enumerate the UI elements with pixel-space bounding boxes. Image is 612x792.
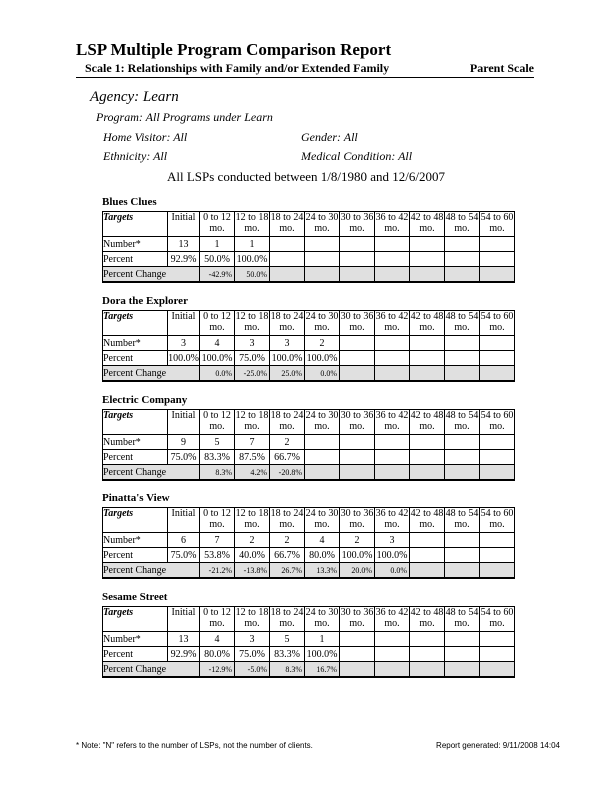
percent-cell: 100.0% (375, 548, 410, 563)
number-cell: 13 (168, 237, 200, 252)
percent-cell: 40.0% (235, 548, 270, 563)
column-header: 54 to 60 mo. (480, 508, 515, 533)
number-cell (340, 435, 375, 450)
percent-change-cell (375, 465, 410, 481)
program-table (102, 211, 515, 283)
column-header: 54 to 60 mo. (480, 607, 515, 632)
program-section (102, 591, 515, 678)
percent-cell (410, 548, 445, 563)
percent-cell: 75.0% (168, 450, 200, 465)
program-name: Blues Clues (102, 196, 157, 208)
percent-change-label: Percent Change (103, 465, 200, 481)
percent-change-cell (480, 267, 515, 283)
column-header: 24 to 30 mo. (305, 212, 340, 237)
percent-cell: 66.7% (270, 450, 305, 465)
targets-label: Targets (103, 311, 168, 336)
number-cell: 2 (305, 336, 340, 351)
number-cell (340, 632, 375, 647)
number-cell (340, 336, 375, 351)
column-header: 0 to 12 mo. (200, 410, 235, 435)
percent-cell: 53.8% (200, 548, 235, 563)
number-cell: 2 (340, 533, 375, 548)
percent-cell (445, 351, 480, 366)
number-cell: 1 (200, 237, 235, 252)
column-header: 24 to 30 mo. (305, 607, 340, 632)
percent-change-cell (480, 563, 515, 579)
percent-change-cell (340, 662, 375, 678)
number-cell (480, 533, 515, 548)
percent-cell (410, 647, 445, 662)
percent-change-cell (340, 465, 375, 481)
column-header: 42 to 48 mo. (410, 508, 445, 533)
number-label: Number* (103, 237, 168, 252)
program-table (102, 507, 515, 579)
agency-label: Agency: Learn (90, 89, 179, 105)
program-table (102, 606, 515, 678)
column-header: 0 to 12 mo. (200, 508, 235, 533)
report-generated: Report generated: 9/11/2008 14:04 (436, 741, 560, 750)
percent-change-cell: -25.0% (235, 366, 270, 382)
percent-cell: 100.0% (200, 351, 235, 366)
percent-change-cell (445, 267, 480, 283)
number-cell: 1 (235, 237, 270, 252)
column-header: 48 to 54 mo. (445, 311, 480, 336)
column-header: 24 to 30 mo. (305, 410, 340, 435)
percent-cell (480, 252, 515, 267)
percent-label: Percent (103, 647, 168, 662)
number-cell: 3 (270, 336, 305, 351)
column-header: 36 to 42 mo. (375, 410, 410, 435)
column-header: 12 to 18 mo. (235, 311, 270, 336)
percent-label: Percent (103, 548, 168, 563)
filter-gender: Gender: All (301, 130, 358, 144)
percent-change-cell: 4.2% (235, 465, 270, 481)
number-cell: 5 (270, 632, 305, 647)
percent-cell: 75.0% (235, 351, 270, 366)
number-cell: 1 (305, 632, 340, 647)
percent-cell: 66.7% (270, 548, 305, 563)
column-header: 18 to 24 mo. (270, 212, 305, 237)
percent-change-cell (445, 366, 480, 382)
column-header: 36 to 42 mo. (375, 607, 410, 632)
targets-label: Targets (103, 410, 168, 435)
percent-cell: 100.0% (168, 352, 199, 364)
program-label: Program: All Programs under Learn (96, 110, 273, 124)
percent-cell: 92.9% (168, 252, 200, 267)
percent-cell: 100.0% (235, 252, 270, 267)
percent-cell: 100.0% (305, 647, 340, 662)
column-header: 48 to 54 mo. (445, 508, 480, 533)
number-cell: 13 (168, 632, 200, 647)
number-cell (410, 435, 445, 450)
number-cell (410, 237, 445, 252)
percent-change-cell: -5.0% (235, 662, 270, 678)
number-cell (445, 533, 480, 548)
percent-cell: 83.3% (270, 647, 305, 662)
number-cell (480, 435, 515, 450)
percent-change-cell: 0.0% (375, 563, 410, 579)
column-header: 12 to 18 mo. (235, 607, 270, 632)
percent-change-cell (305, 267, 340, 283)
number-cell: 3 (235, 632, 270, 647)
percent-change-cell (375, 267, 410, 283)
column-header: 12 to 18 mo. (235, 212, 270, 237)
percent-change-cell: 20.0% (340, 563, 375, 579)
targets-label: Targets (103, 607, 168, 632)
number-label: Number* (103, 533, 168, 548)
percent-cell: 50.0% (200, 252, 235, 267)
percent-change-cell (480, 662, 515, 678)
percent-cell: 87.5% (235, 450, 270, 465)
number-cell (410, 533, 445, 548)
percent-cell: 80.0% (200, 647, 235, 662)
report-title: LSP Multiple Program Comparison Report (76, 40, 392, 59)
scale-type: Parent Scale (469, 61, 534, 75)
percent-change-cell (445, 465, 480, 481)
filter-home-visitor: Home Visitor: All (103, 130, 188, 144)
percent-change-cell (410, 465, 445, 481)
filter-medical-condition: Medical Condition: All (301, 149, 413, 163)
program-name: Sesame Street (102, 591, 168, 603)
number-cell: 2 (270, 435, 305, 450)
percent-change-cell (410, 662, 445, 678)
column-header: 18 to 24 mo. (270, 508, 305, 533)
number-cell: 3 (235, 336, 270, 351)
number-cell (375, 632, 410, 647)
column-header: 30 to 36 mo. (340, 212, 375, 237)
column-header: 18 to 24 mo. (270, 607, 305, 632)
percent-cell (340, 351, 375, 366)
percent-cell: 83.3% (200, 450, 235, 465)
footnote: * Note: "N" refers to the number of LSPs, not the number of clients. (76, 741, 313, 750)
percent-change-cell: 50.0% (235, 267, 270, 283)
program-table (102, 409, 515, 481)
column-header: 48 to 54 mo. (445, 410, 480, 435)
targets-label: Targets (103, 212, 168, 237)
column-header: 42 to 48 mo. (410, 607, 445, 632)
percent-cell: 92.9% (168, 647, 200, 662)
number-cell (375, 336, 410, 351)
column-header: 18 to 24 mo. (270, 311, 305, 336)
percent-label: Percent (103, 450, 168, 465)
number-cell: 3 (168, 336, 200, 351)
percent-cell (375, 351, 410, 366)
percent-cell (480, 450, 515, 465)
percent-change-cell: 26.7% (270, 563, 305, 579)
number-label: Number* (103, 435, 168, 450)
column-header: 24 to 30 mo. (305, 508, 340, 533)
column-header: Initial (168, 311, 200, 336)
column-header: Initial (168, 607, 200, 632)
number-cell (480, 336, 515, 351)
percent-change-cell (375, 662, 410, 678)
percent-cell (480, 548, 515, 563)
filter-ethnicity: Ethnicity: All (103, 149, 168, 163)
percent-change-cell (445, 563, 480, 579)
number-cell: 3 (375, 533, 410, 548)
percent-change-cell: 25.0% (270, 366, 305, 382)
percent-cell (445, 450, 480, 465)
percent-change-cell: 16.7% (305, 662, 340, 678)
column-header: Initial (168, 212, 200, 237)
percent-change-label: Percent Change (103, 366, 200, 382)
program-section (102, 492, 515, 579)
number-cell: 6 (168, 533, 200, 548)
percent-cell (305, 252, 340, 267)
percent-change-cell (410, 563, 445, 579)
column-header: 36 to 42 mo. (375, 311, 410, 336)
percent-change-label: Percent Change (103, 267, 200, 283)
percent-change-cell: -13.8% (235, 563, 270, 579)
percent-cell (375, 450, 410, 465)
number-cell (410, 336, 445, 351)
scale-header (76, 61, 534, 78)
number-label: Number* (103, 336, 168, 351)
column-header: 36 to 42 mo. (375, 508, 410, 533)
column-header: 0 to 12 mo. (200, 607, 235, 632)
percent-change-cell: -20.8% (270, 465, 305, 481)
program-table (102, 310, 515, 382)
percent-cell (340, 252, 375, 267)
percent-change-cell: -21.2% (200, 563, 235, 579)
percent-label: Percent (103, 351, 168, 366)
percent-change-label: Percent Change (103, 563, 200, 579)
number-cell (445, 237, 480, 252)
percent-cell: 100.0% (340, 548, 375, 563)
percent-cell (375, 252, 410, 267)
number-cell (375, 237, 410, 252)
percent-change-cell (375, 366, 410, 382)
number-cell: 2 (270, 533, 305, 548)
column-header: 0 to 12 mo. (200, 212, 235, 237)
scale-label: Scale 1: Relationships with Family and/or Extended Family (85, 61, 390, 75)
percent-cell: 100.0% (305, 351, 340, 366)
number-cell (340, 237, 375, 252)
number-cell (305, 435, 340, 450)
column-header: 0 to 12 mo. (200, 311, 235, 336)
percent-change-cell (340, 267, 375, 283)
percent-cell (305, 450, 340, 465)
percent-change-cell: 0.0% (200, 366, 235, 382)
percent-change-cell: -12.9% (200, 662, 235, 678)
number-cell: 7 (200, 533, 235, 548)
column-header: 30 to 36 mo. (340, 607, 375, 632)
number-cell: 7 (235, 435, 270, 450)
number-cell: 4 (200, 336, 235, 351)
number-cell (445, 632, 480, 647)
program-name: Pinatta's View (102, 492, 170, 504)
number-cell (480, 632, 515, 647)
program-name: Electric Company (102, 394, 188, 406)
number-cell (270, 237, 305, 252)
number-cell: 5 (200, 435, 235, 450)
number-cell (445, 435, 480, 450)
column-header: 12 to 18 mo. (235, 508, 270, 533)
percent-cell (445, 252, 480, 267)
number-label: Number* (103, 632, 168, 647)
column-header: 18 to 24 mo. (270, 410, 305, 435)
number-cell (410, 632, 445, 647)
percent-change-cell (270, 267, 305, 283)
percent-change-label: Percent Change (103, 662, 200, 678)
percent-change-cell (410, 267, 445, 283)
number-cell (480, 237, 515, 252)
date-range: All LSPs conducted between 1/8/1980 and 12/6/2007 (166, 169, 446, 184)
column-header: 48 to 54 mo. (445, 607, 480, 632)
percent-label: Percent (103, 252, 168, 267)
percent-change-cell (410, 366, 445, 382)
percent-change-cell (445, 662, 480, 678)
percent-cell: 75.0% (168, 548, 200, 563)
column-header: 36 to 42 mo. (375, 212, 410, 237)
percent-change-cell: 8.3% (270, 662, 305, 678)
percent-cell (480, 647, 515, 662)
percent-change-cell: 8.3% (200, 465, 235, 481)
percent-cell: 75.0% (235, 647, 270, 662)
number-cell: 4 (200, 632, 235, 647)
column-header: 54 to 60 mo. (480, 311, 515, 336)
percent-cell (410, 351, 445, 366)
column-header: 12 to 18 mo. (235, 410, 270, 435)
number-cell: 9 (168, 435, 200, 450)
percent-change-cell: 13.3% (305, 563, 340, 579)
column-header: 54 to 60 mo. (480, 410, 515, 435)
column-header: 42 to 48 mo. (410, 212, 445, 237)
column-header: 30 to 36 mo. (340, 410, 375, 435)
program-section (102, 394, 515, 481)
column-header: 42 to 48 mo. (410, 311, 445, 336)
percent-change-cell: -42.9% (200, 267, 235, 283)
percent-cell (340, 450, 375, 465)
percent-cell (445, 647, 480, 662)
column-header: 30 to 36 mo. (340, 311, 375, 336)
percent-change-cell (340, 366, 375, 382)
number-cell: 4 (305, 533, 340, 548)
column-header: Initial (168, 508, 200, 533)
column-header: 42 to 48 mo. (410, 410, 445, 435)
targets-label: Targets (103, 508, 168, 533)
column-header: 54 to 60 mo. (480, 212, 515, 237)
percent-cell (445, 548, 480, 563)
number-cell (305, 237, 340, 252)
percent-cell (375, 647, 410, 662)
number-cell: 2 (235, 533, 270, 548)
percent-change-cell (305, 465, 340, 481)
percent-cell (340, 647, 375, 662)
percent-change-cell (480, 465, 515, 481)
percent-cell (480, 351, 515, 366)
column-header: 24 to 30 mo. (305, 311, 340, 336)
number-cell (375, 435, 410, 450)
percent-cell: 100.0% (270, 351, 305, 366)
percent-cell (410, 450, 445, 465)
percent-change-cell (480, 366, 515, 382)
number-cell (445, 336, 480, 351)
program-section (102, 196, 515, 283)
percent-change-cell: 0.0% (305, 366, 340, 382)
percent-cell (270, 252, 305, 267)
program-section (102, 295, 515, 382)
column-header: 48 to 54 mo. (445, 212, 480, 237)
program-name: Dora the Explorer (102, 295, 188, 307)
column-header: Initial (168, 410, 200, 435)
percent-cell: 80.0% (305, 548, 340, 563)
percent-cell (410, 252, 445, 267)
column-header: 30 to 36 mo. (340, 508, 375, 533)
